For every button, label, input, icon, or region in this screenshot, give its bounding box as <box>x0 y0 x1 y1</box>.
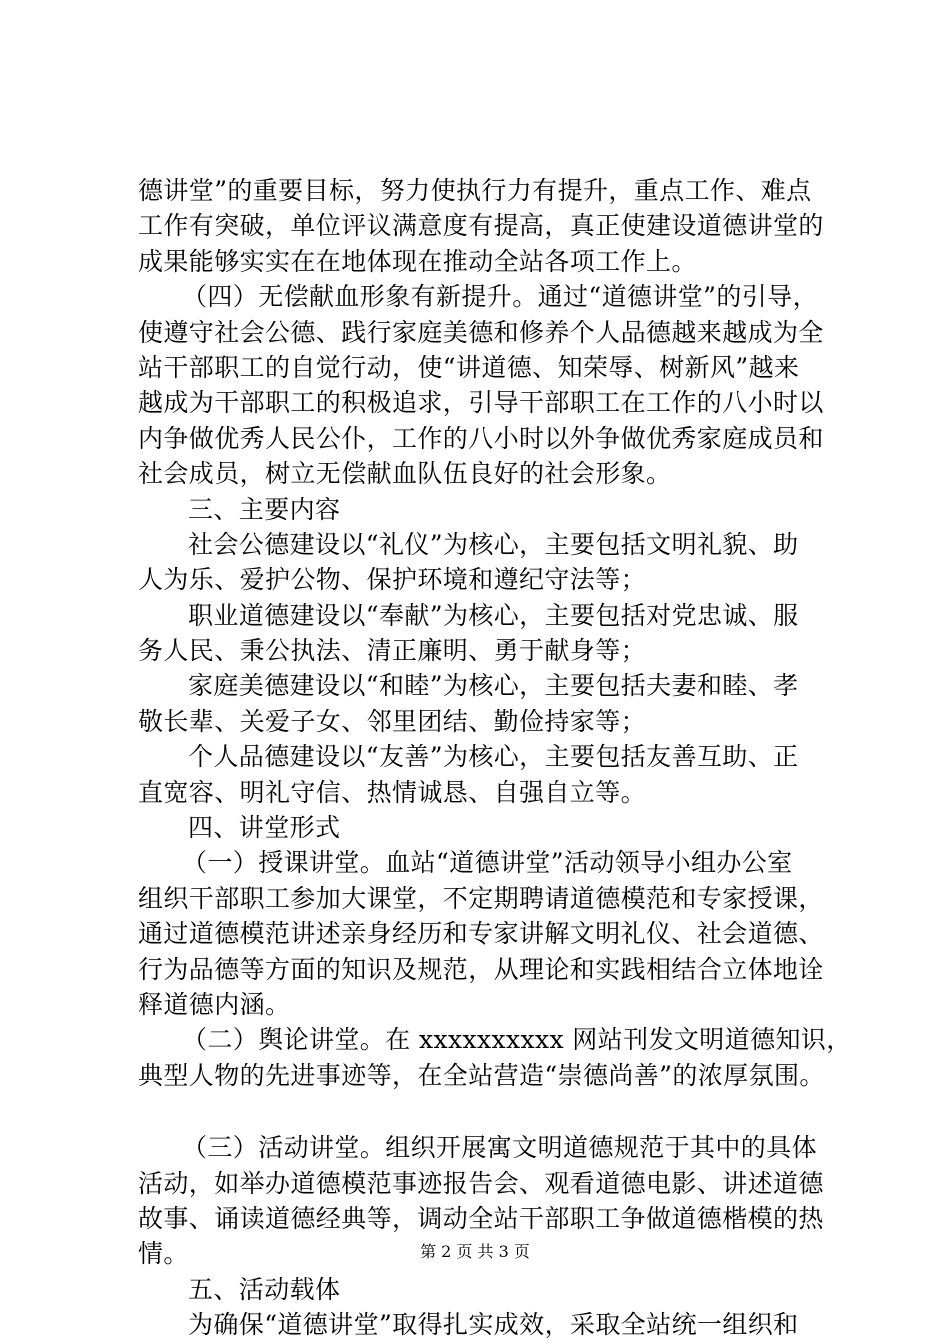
text-line: 德讲堂”的重要目标，努力使执行力有提升，重点工作、难点 <box>138 176 812 205</box>
section-heading: 五、活动载体 <box>188 1274 341 1304</box>
text-line: 直宽容、明礼守信、热情诚恳、自强自立等。 <box>138 777 647 807</box>
text-line: 活动，如举办道德模范事迹报告会、观看道德电影、讲述道德 <box>138 1168 824 1198</box>
page-footer <box>0 1242 950 1262</box>
text-line: 站干部职工的自觉行动，使“讲道德、知荣辱、树新风”越来 <box>138 352 800 382</box>
paragraph-start-line: 个人品德建设以“友善”为核心，主要包括友善互助、正 <box>188 742 799 772</box>
text-line: 人为乐、爱护公物、保护环境和遵纪守法等； <box>138 565 647 595</box>
section-heading: 四、讲堂形式 <box>188 813 341 843</box>
paragraph-start-line: 社会公德建设以“礼仪”为核心，主要包括文明礼貌、助 <box>188 529 799 559</box>
text-line: 典型人物的先进事迹等，在全站营造“崇德尚善”的浓厚氛围。 <box>138 1060 825 1090</box>
paragraph-start-line: （一）授课讲堂。血站“道德讲堂”活动领导小组办公室 <box>182 848 793 878</box>
text-line: 工作有突破，单位评议满意度有提高，真正使建设道德讲堂的 <box>138 211 824 241</box>
page-number-label: 第 2 页 共 3 页 <box>420 1242 530 1261</box>
paragraph-start-line: 家庭美德建设以“和睦”为核心，主要包括夫妻和睦、孝 <box>188 671 799 701</box>
paragraph-start-line: 为确保“道德讲堂”取得扎实成效，采取全站统一组织和 <box>188 1310 799 1340</box>
document-body <box>138 173 852 1343</box>
paragraph-start-line: （三）活动讲堂。组织开展寓文明道德规范于其中的具体 <box>182 1133 818 1163</box>
paragraph-start-line: 职业道德建设以“奉献”为核心，主要包括对党忠诚、服 <box>188 600 799 630</box>
text-line: 成果能够实实在在地体现在推动全站各项工作上。 <box>138 246 697 276</box>
text-line: 释道德内涵。 <box>138 989 291 1019</box>
text-line: 通过道德模范讲述亲身经历和专家讲解文明礼仪、社会道德、 <box>138 919 824 949</box>
text-line: 组织干部职工参加大课堂，不定期聘请道德模范和专家授课， <box>138 883 824 913</box>
paragraph-start-line: （二）舆论讲堂。在 xxxxxxxxxx 网站刊发文明道德知识， <box>182 1025 852 1055</box>
text-line: 越成为干部职工的积极追求，引导干部职工在工作的八小时以 <box>138 388 824 418</box>
text-line: 使遵守社会公德、践行家庭美德和修养个人品德越来越成为全 <box>138 317 824 347</box>
text-line: 情。 <box>138 1239 189 1269</box>
text-line: 内争做优秀人民公仆，工作的八小时以外争做优秀家庭成员和 <box>138 423 824 453</box>
text-line: 敬长辈、关爱子女、邻里团结、勤俭持家等； <box>138 706 647 736</box>
text-line: 故事、诵读道德经典等，调动全站干部职工争做道德楷模的热 <box>138 1203 824 1233</box>
text-line: 务人民、秉公执法、清正廉明、勇于献身等； <box>138 636 647 666</box>
text-line: 社会成员，树立无偿献血队伍良好的社会形象。 <box>138 459 672 489</box>
section-heading: 三、主要内容 <box>188 494 341 524</box>
text-line: 行为品德等方面的知识及规范，从理论和实践相结合立体地诠 <box>138 954 824 984</box>
paragraph-gap <box>138 1093 838 1130</box>
paragraph-start-line: （四）无偿献血形象有新提升。通过“道德讲堂”的引导， <box>182 282 818 312</box>
